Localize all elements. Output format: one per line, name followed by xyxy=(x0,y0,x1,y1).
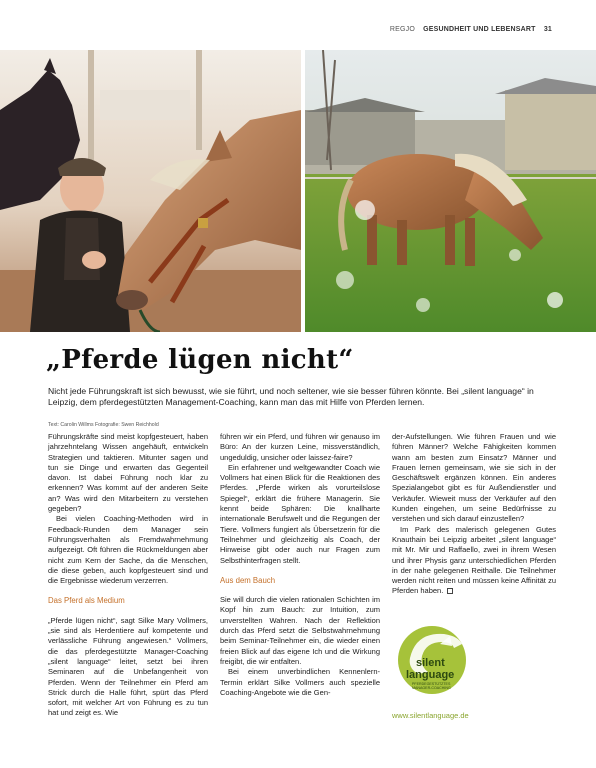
text-column-2 xyxy=(220,432,380,698)
paragraph: Bei einem unverbindlichen Kennenlern-Termin erklärt Silke Vollmers auch spezielle Coaching-Angebote wie die Gen- xyxy=(220,667,380,697)
paragraph-text: Im Park des malerisch gelegenen Gutes Knauthain bei Leipzig arbeitet „silent language“ mit Mr. Mir und Raffaello, zwei in ihrem Wesen und ihrer Physis ganz unterschiedlichen Pferden in der nahe gelegenen Reithalle. Die Teilnehmer werden nicht reiten und müssen keine Affinität zu Pferden haben. xyxy=(392,524,556,596)
photo-woman-with-horse xyxy=(0,50,301,332)
article-lead: Nicht jede Führungskraft ist sich bewusst, wie sie führt, und noch seltener, wie sie besser führen könnte. Bei „silent language“ in Leipzig, dem pferdegestützten Management-Coaching, kann man das mit Hilfe von Pferden lernen. xyxy=(48,386,534,407)
logo-word-language: language xyxy=(406,669,455,681)
subheading-bauch: Aus dem Bauch xyxy=(220,575,276,585)
page-number: 31 xyxy=(543,26,552,33)
paragraph xyxy=(392,525,556,597)
paragraph: Bei vielen Coaching-Methoden wird in Feedback-Runden dem Manager sein Führungsverhalten als Fremdwahrnehmung aufgezeigt. Oft führen die Rückmeldungen aber nicht zum Kern der Sache, da die Menschen, die diese geben, auch kopfgesteuert sind und die Ergebnisse wiederum verzerren. xyxy=(48,514,208,586)
website-link[interactable]: www.silentlanguage.de xyxy=(392,711,469,720)
paragraph: führen wir ein Pferd, und führen wir genauso im Büro: An der kurzen Leine, missverständlich, ungeduldig, unsicher oder laissez-faire? xyxy=(220,432,380,462)
paragraph: Ein erfahrener und weltgewandter Coach wie Vollmers hat einen Blick für die Reaktionen des Pferdes. „Pferde wirken als vorurteilslose Spiegel“, erklärt die frühere Managerin. Sie kennt beide Sphären: Die knallharte internationale Berufswelt und die Regungen der Tiere. Vollmers fungiert als Übersetzerin für die Teilnehmer und gleichzeitig als Coach, der Hinweise gibt oder auch nur Fragen zum Selbsthinterfragen stellt. xyxy=(220,462,380,565)
magazine-name: REGJO xyxy=(389,26,415,33)
subheading-medium: Das Pferd als Medium xyxy=(48,596,125,606)
logo-tagline-1: PFERDEGESTÜTZTES xyxy=(412,682,451,686)
end-mark-icon xyxy=(447,588,453,594)
paragraph: Führungskräfte sind meist kopfgesteuert, haben jahrzehntelang Wissen angehäuft, entwickeln Strategien und taktieren. Mitunter sagen und tun sie Dinge und erwarten das Gegenteil davon. Ist dabei Führung noch klar zu erkennen? Was kommt auf der anderen Seite an? Was wird den Mitarbeitern zu verstehen gegeben? xyxy=(48,432,208,514)
silent-language-logo xyxy=(392,622,502,700)
text-column-1 xyxy=(48,432,208,719)
text-column-3 xyxy=(392,432,556,597)
logo-word-silent: silent xyxy=(416,657,445,669)
article-title: „Pferde lügen nicht“ xyxy=(46,345,354,375)
photo-grazing-horse xyxy=(305,50,596,332)
paragraph: der-Aufstellungen. Wie führen Frauen und wie führen Männer? Welche Fähigkeiten kommen wann am besten zum Einsatz? Männer und Frauen lernen gemeinsam, wie sie sich in der Geschäftswelt ergänzen können. Ein anderes Spezialangebot gibt es für Außendienstler und Verkäufer. Wieweit muss der Verkäufer auf den Kunden eingehen, um seine Bedürfnisse zu verstehen und sich darauf einzustellen? xyxy=(392,432,556,524)
paragraph: Sie will durch die vielen rationalen Schichten im Kopf hin zum Bauch: zur Intuition, zum unverstellten Wahren. Nach der Reflektion durch das Pferd setzt die Selbstwahrnehmung beim Seminar-Teilnehmer ein, die wieder einen freien Blick auf das eigene Ich und die Wirkung freigibt, die wir entfalten. xyxy=(220,595,380,666)
article-credits: Text: Carolin Willms Fotografie: Swen Reichhold xyxy=(48,422,159,428)
page-header xyxy=(390,26,552,33)
logo-tagline-2: MANAGER-COACHING xyxy=(412,686,451,690)
section-name: GESUNDHEIT UND LEBENSART xyxy=(423,26,536,33)
paragraph: „Pferde lügen nicht“, sagt Silke Mary Vollmers, „sie sind als Herdentiere auf kompetente und verlässliche Führung angewiesen.“ Vollmers, die das pferdegestützte Manager-Coaching „silent language“ leitet, setzt bei ihren Seminaren auf die Unbefangenheit von Pferden. Wenn der Teilnehmer ein Pferd am Strick durch die Halle führt, spürt das Pferd sofort, mit welcher Art von Führung es zu tun hat und zeigt es. Wie xyxy=(48,615,208,718)
